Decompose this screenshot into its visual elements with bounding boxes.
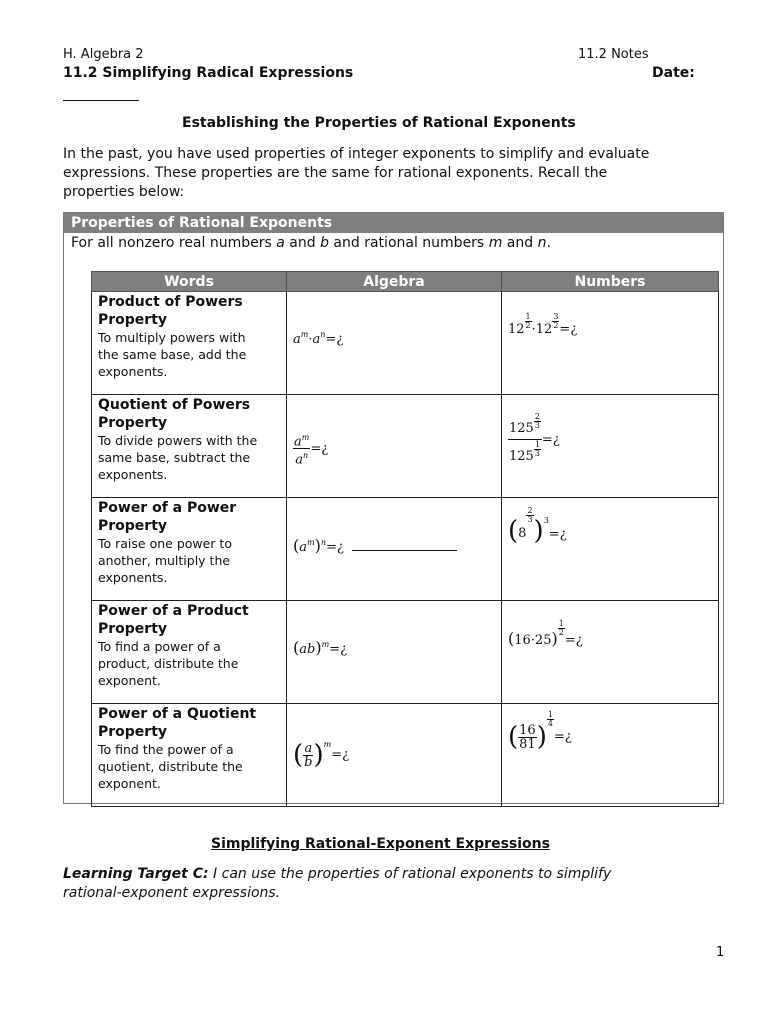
- desc-line: To divide powers with the: [98, 433, 258, 448]
- paren-right: ): [551, 629, 558, 648]
- math-num: 8: [518, 525, 527, 541]
- math-exp: n: [320, 538, 327, 547]
- paren-right: ): [536, 722, 547, 752]
- numbers-expression: [508, 619, 583, 648]
- math-glyph: ¿: [342, 747, 350, 763]
- math-var: a: [294, 434, 302, 450]
- math-var: a: [312, 332, 321, 347]
- frac-den: 81: [519, 736, 536, 752]
- property-name-line: Property: [98, 724, 168, 740]
- words-cell: [92, 704, 287, 807]
- desc-line: To multiply powers with: [98, 330, 246, 345]
- algebra-expression: [293, 431, 328, 467]
- numbers-cell: [502, 601, 719, 704]
- learning-target-line: [63, 865, 723, 884]
- date-blank-line: [63, 100, 139, 101]
- paren-left: (: [293, 536, 300, 555]
- property-name-line: Property: [98, 621, 168, 637]
- math-op: =: [564, 633, 576, 648]
- property-description: [92, 741, 286, 792]
- paren-left: (: [293, 638, 300, 657]
- math-exp: m: [323, 739, 332, 749]
- math-op: =: [326, 540, 337, 555]
- property-name: [92, 704, 286, 741]
- math-fraction: [293, 431, 310, 467]
- math-glyph: ¿: [336, 332, 344, 347]
- property-name-line: Power of a Quotient: [98, 706, 257, 722]
- frac-den: b: [304, 754, 313, 770]
- desc-line: exponent.: [98, 776, 161, 791]
- math-fraction: [518, 724, 537, 751]
- page-number: 1: [716, 945, 725, 960]
- header-algebra: Algebra: [287, 272, 502, 292]
- paren-left: (: [293, 740, 304, 770]
- numbers-expression: [508, 312, 578, 339]
- numbers-cell: [502, 292, 719, 395]
- math-fraction-exp: [534, 413, 541, 430]
- paren-left: (: [508, 629, 515, 648]
- var-b: b: [320, 235, 329, 251]
- frac-den: [508, 440, 542, 467]
- math-glyph: ¿: [336, 540, 344, 555]
- learning-target-line: rational-exponent expressions.: [63, 885, 281, 901]
- math-op: =: [548, 526, 560, 542]
- learning-target: [63, 865, 723, 903]
- table-row: [92, 498, 719, 601]
- subtitle-text: and: [502, 235, 538, 251]
- words-cell: [92, 292, 287, 395]
- numbers-expression: [508, 506, 567, 546]
- math-op: =: [329, 642, 341, 657]
- property-description: [92, 535, 286, 586]
- desc-line: another, multiply the: [98, 553, 231, 568]
- property-name-line: Power of a Power: [98, 500, 237, 516]
- algebra-cell: [287, 498, 502, 601]
- table-header-row: [92, 272, 719, 292]
- math-op: =: [559, 322, 571, 337]
- date-label: Date:: [652, 65, 695, 81]
- math-glyph: ¿: [552, 432, 560, 448]
- math-op: =: [553, 729, 565, 745]
- property-name-line: Property: [98, 312, 168, 328]
- frac-den: 4: [547, 719, 553, 728]
- property-name-line: Power of a Product: [98, 603, 249, 619]
- frac-num: 1: [534, 440, 540, 449]
- numbers-cell: [502, 395, 719, 498]
- property-description: [92, 432, 286, 483]
- property-name: [92, 601, 286, 638]
- frac-num: 2: [527, 506, 533, 515]
- math-fraction-exp: [525, 313, 532, 330]
- numbers-cell: [502, 498, 719, 601]
- math-fraction-exp: [534, 441, 541, 458]
- frac-num: 1: [525, 312, 531, 321]
- math-glyph: ¿: [559, 526, 567, 542]
- property-name: [92, 395, 286, 432]
- properties-table: [91, 271, 719, 807]
- desc-line: quotient, distribute the: [98, 759, 243, 774]
- math-exp: m: [300, 330, 309, 339]
- math-var: a: [293, 332, 301, 347]
- notes-label: 11.2 Notes: [578, 47, 649, 62]
- header-numbers: Numbers: [502, 272, 719, 292]
- math-var: ab: [299, 642, 316, 657]
- subtitle-text: and: [284, 235, 321, 251]
- subtitle-text: .: [546, 235, 551, 251]
- frac-num: a: [304, 740, 313, 756]
- math-op: =: [325, 332, 337, 347]
- desc-line: exponents.: [98, 467, 168, 482]
- property-name-line: Quotient of Powers: [98, 397, 251, 413]
- desc-line: To find a power of a: [98, 639, 221, 654]
- math-fraction: [508, 413, 542, 467]
- math-glyph: ¿: [564, 729, 572, 745]
- math-num: 12: [535, 322, 553, 337]
- math-op: ·: [308, 332, 313, 347]
- var-m: m: [488, 235, 503, 251]
- math-exp: m: [307, 538, 315, 547]
- desc-line: exponent.: [98, 673, 161, 688]
- algebra-cell: [287, 704, 502, 807]
- property-description: [92, 638, 286, 689]
- frac-den: 3: [534, 449, 540, 458]
- section-heading: Establishing the Properties of Rational Exponents: [182, 115, 576, 131]
- algebra-expression: [293, 332, 343, 347]
- words-cell: [92, 498, 287, 601]
- frac-den: 2: [525, 321, 531, 330]
- math-glyph: ¿: [321, 441, 329, 457]
- numbers-cell: [502, 704, 719, 807]
- math-var: a: [295, 452, 303, 468]
- property-name-line: Product of Powers: [98, 294, 243, 310]
- property-name: [92, 292, 286, 329]
- table-row: [92, 601, 719, 704]
- subtitle-text: For all nonzero real numbers: [71, 235, 277, 251]
- intro-paragraph: [63, 145, 723, 202]
- numbers-expression: [508, 413, 560, 467]
- algebra-cell: [287, 601, 502, 704]
- numbers-expression: [508, 710, 572, 752]
- frac-num: 1: [547, 710, 553, 719]
- math-fraction: [303, 742, 313, 769]
- math-num: 125: [509, 449, 534, 464]
- frac-num: 1: [558, 619, 564, 628]
- math-num: 125: [509, 421, 534, 436]
- math-glyph: ¿: [575, 633, 583, 648]
- paren-right: ): [314, 536, 321, 555]
- math-exp: n: [302, 451, 309, 461]
- subtitle-text: and rational numbers: [328, 235, 489, 251]
- math-fraction-exp: [558, 620, 565, 637]
- properties-box-subtitle: [71, 234, 551, 253]
- desc-line: same base, subtract the: [98, 450, 251, 465]
- paren-left: (: [508, 722, 519, 752]
- var-n: n: [537, 235, 547, 251]
- desc-line: exponents.: [98, 570, 168, 585]
- frac-num: 3: [553, 312, 559, 321]
- frac-num: [293, 431, 310, 449]
- frac-den: 2: [553, 321, 559, 330]
- desc-line: To find the power of a: [98, 742, 234, 757]
- math-var: a: [299, 540, 308, 555]
- paren-right: ): [313, 740, 324, 770]
- algebra-cell: [287, 292, 502, 395]
- intro-line: In the past, you have used properties of integer exponents to simplify and evaluate: [63, 146, 650, 162]
- section2-heading: Simplifying Rational-Exponent Expressions: [211, 836, 550, 852]
- math-exp: n: [320, 330, 326, 339]
- var-a: a: [276, 235, 285, 251]
- math-glyph: ¿: [570, 322, 578, 337]
- paren-right: ): [533, 516, 544, 546]
- frac-den: 3: [534, 421, 540, 430]
- math-glyph: ¿: [340, 642, 348, 657]
- algebra-expression: [293, 740, 349, 770]
- frac-num: 16: [519, 722, 536, 738]
- paren-left: (: [508, 516, 519, 546]
- properties-box-title: Properties of Rational Exponents: [64, 213, 723, 233]
- property-name-line: Property: [98, 415, 168, 431]
- lesson-title: 11.2 Simplifying Radical Expressions: [63, 65, 354, 81]
- frac-den: [294, 449, 309, 466]
- math-num: 12: [508, 322, 525, 337]
- math-exp: 3: [543, 515, 549, 525]
- property-name: [92, 498, 286, 535]
- math-exp: m: [321, 640, 330, 649]
- algebra-cell: [287, 395, 502, 498]
- table-row: [92, 704, 719, 807]
- intro-line: expressions. These properties are the same for rational exponents. Recall the: [63, 165, 608, 181]
- paren-right: ): [315, 638, 322, 657]
- course-label: H. Algebra 2: [63, 47, 144, 62]
- header-words: Words: [92, 272, 287, 292]
- frac-den: 3: [527, 515, 533, 524]
- property-name-line: Property: [98, 518, 168, 534]
- math-exp: m: [301, 433, 310, 442]
- desc-line: exponents.: [98, 364, 168, 379]
- desc-line: the same base, add the: [98, 347, 247, 362]
- learning-target-label: Learning Target C:: [63, 866, 209, 882]
- math-num: 16·25: [514, 633, 552, 648]
- frac-num: [508, 413, 542, 440]
- property-description: [92, 329, 286, 380]
- table-row: [92, 292, 719, 395]
- answer-blank[interactable]: [352, 549, 457, 551]
- table-row: [92, 395, 719, 498]
- intro-line: properties below:: [63, 184, 185, 200]
- algebra-expression: [293, 536, 457, 555]
- math-fraction-exp: [547, 711, 554, 728]
- math-op: =: [310, 441, 322, 457]
- desc-line: To raise one power to: [98, 536, 232, 551]
- frac-den: 2: [558, 628, 564, 637]
- algebra-expression: [293, 638, 347, 657]
- learning-target-text: I can use the properties of rational exponents to simplify: [208, 866, 612, 882]
- desc-line: product, distribute the: [98, 656, 239, 671]
- math-op: ·: [531, 322, 536, 337]
- math-fraction-exp: [552, 313, 559, 330]
- words-cell: [92, 601, 287, 704]
- math-op: =: [541, 432, 553, 448]
- frac-num: 2: [534, 412, 540, 421]
- math-op: =: [331, 747, 343, 763]
- math-fraction-exp: [526, 507, 533, 524]
- words-cell: [92, 395, 287, 498]
